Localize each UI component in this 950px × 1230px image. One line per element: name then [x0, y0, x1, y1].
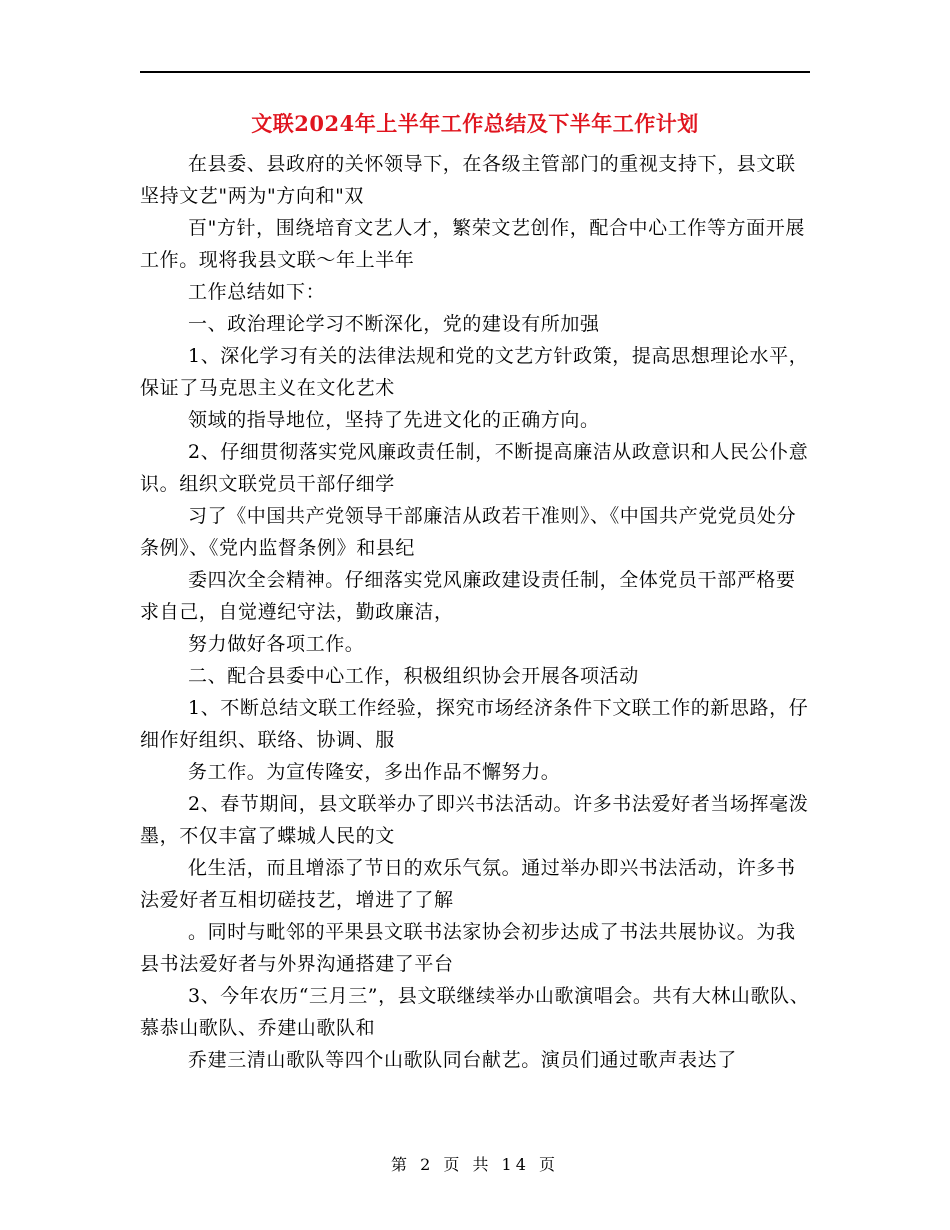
paragraph: 委四次全会精神。仔细落实党风廉政建设责任制，全体党员干部严格要求自己，自觉遵纪守法，勤政廉洁，: [140, 569, 796, 623]
paragraph: 努力做好各项工作。: [188, 633, 365, 655]
paragraph: 领域的指导地位，坚持了先进文化的正确方向。: [188, 409, 600, 431]
paragraph: 工作总结如下：: [188, 281, 326, 303]
paragraph: 3、今年农历“三月三”，县文联继续举办山歌演唱会。共有大林山歌队、慕恭山歌队、乔建山歌队和: [140, 985, 810, 1039]
paragraph: 在县委、县政府的关怀领导下，在各级主管部门的重视支持下，县文联坚持文艺"两为"方向和"双: [140, 153, 796, 207]
paragraph: 务工作。为宣传隆安，多出作品不懈努力。: [188, 761, 561, 783]
paragraph: 习了《中国共产党领导干部廉洁从政若干准则》、《中国共产党党员处分条例》、《党内监督条例》和县纪: [140, 505, 797, 559]
paragraph: 化生活，而且增添了节日的欢乐气氛。通过举办即兴书法活动，许多书法爱好者互相切磋技艺，增进了了解: [140, 857, 796, 911]
paragraph: 2、仔细贯彻落实党风廉政责任制，不断提高廉洁从政意识和人民公仆意识。组织文联党员干部仔细学: [140, 441, 809, 495]
paragraph: 1、深化学习有关的法律法规和党的文艺方针政策，提高思想理论水平，保证了马克思主义在文化艺术: [140, 345, 809, 399]
paragraph: 百"方针，围绕培育文艺人才，繁荣文艺创作，配合中心工作等方面开展工作。现将我县文联～年上半年: [140, 217, 805, 271]
paragraph: 乔建三清山歌队等四个山歌队同台献艺。演员们通过歌声表达了: [188, 1049, 737, 1071]
section-heading: 一、政治理论学习不断深化，党的建设有所加强: [188, 313, 600, 335]
paragraph: 2、春节期间，县文联举办了即兴书法活动。许多书法爱好者当场挥毫泼墨，不仅丰富了蝶城人民的文: [140, 793, 809, 847]
section-heading: 二、配合县委中心工作，积极组织协会开展各项活动: [188, 665, 639, 687]
header-rule: [140, 71, 810, 73]
document-title: 文联2024年上半年工作总结及下半年工作计划: [251, 111, 699, 136]
page-number: 第 2 页 共 14 页: [391, 1155, 559, 1174]
paragraph: 1、不断总结文联工作经验，探究市场经济条件下文联工作的新思路，仔细作好组织、联络、协调、服: [140, 697, 809, 751]
document-body: [140, 148, 810, 1076]
paragraph: 。同时与毗邻的平果县文联书法家协会初步达成了书法共展协议。为我县书法爱好者与外界沟通搭建了平台: [140, 921, 796, 975]
